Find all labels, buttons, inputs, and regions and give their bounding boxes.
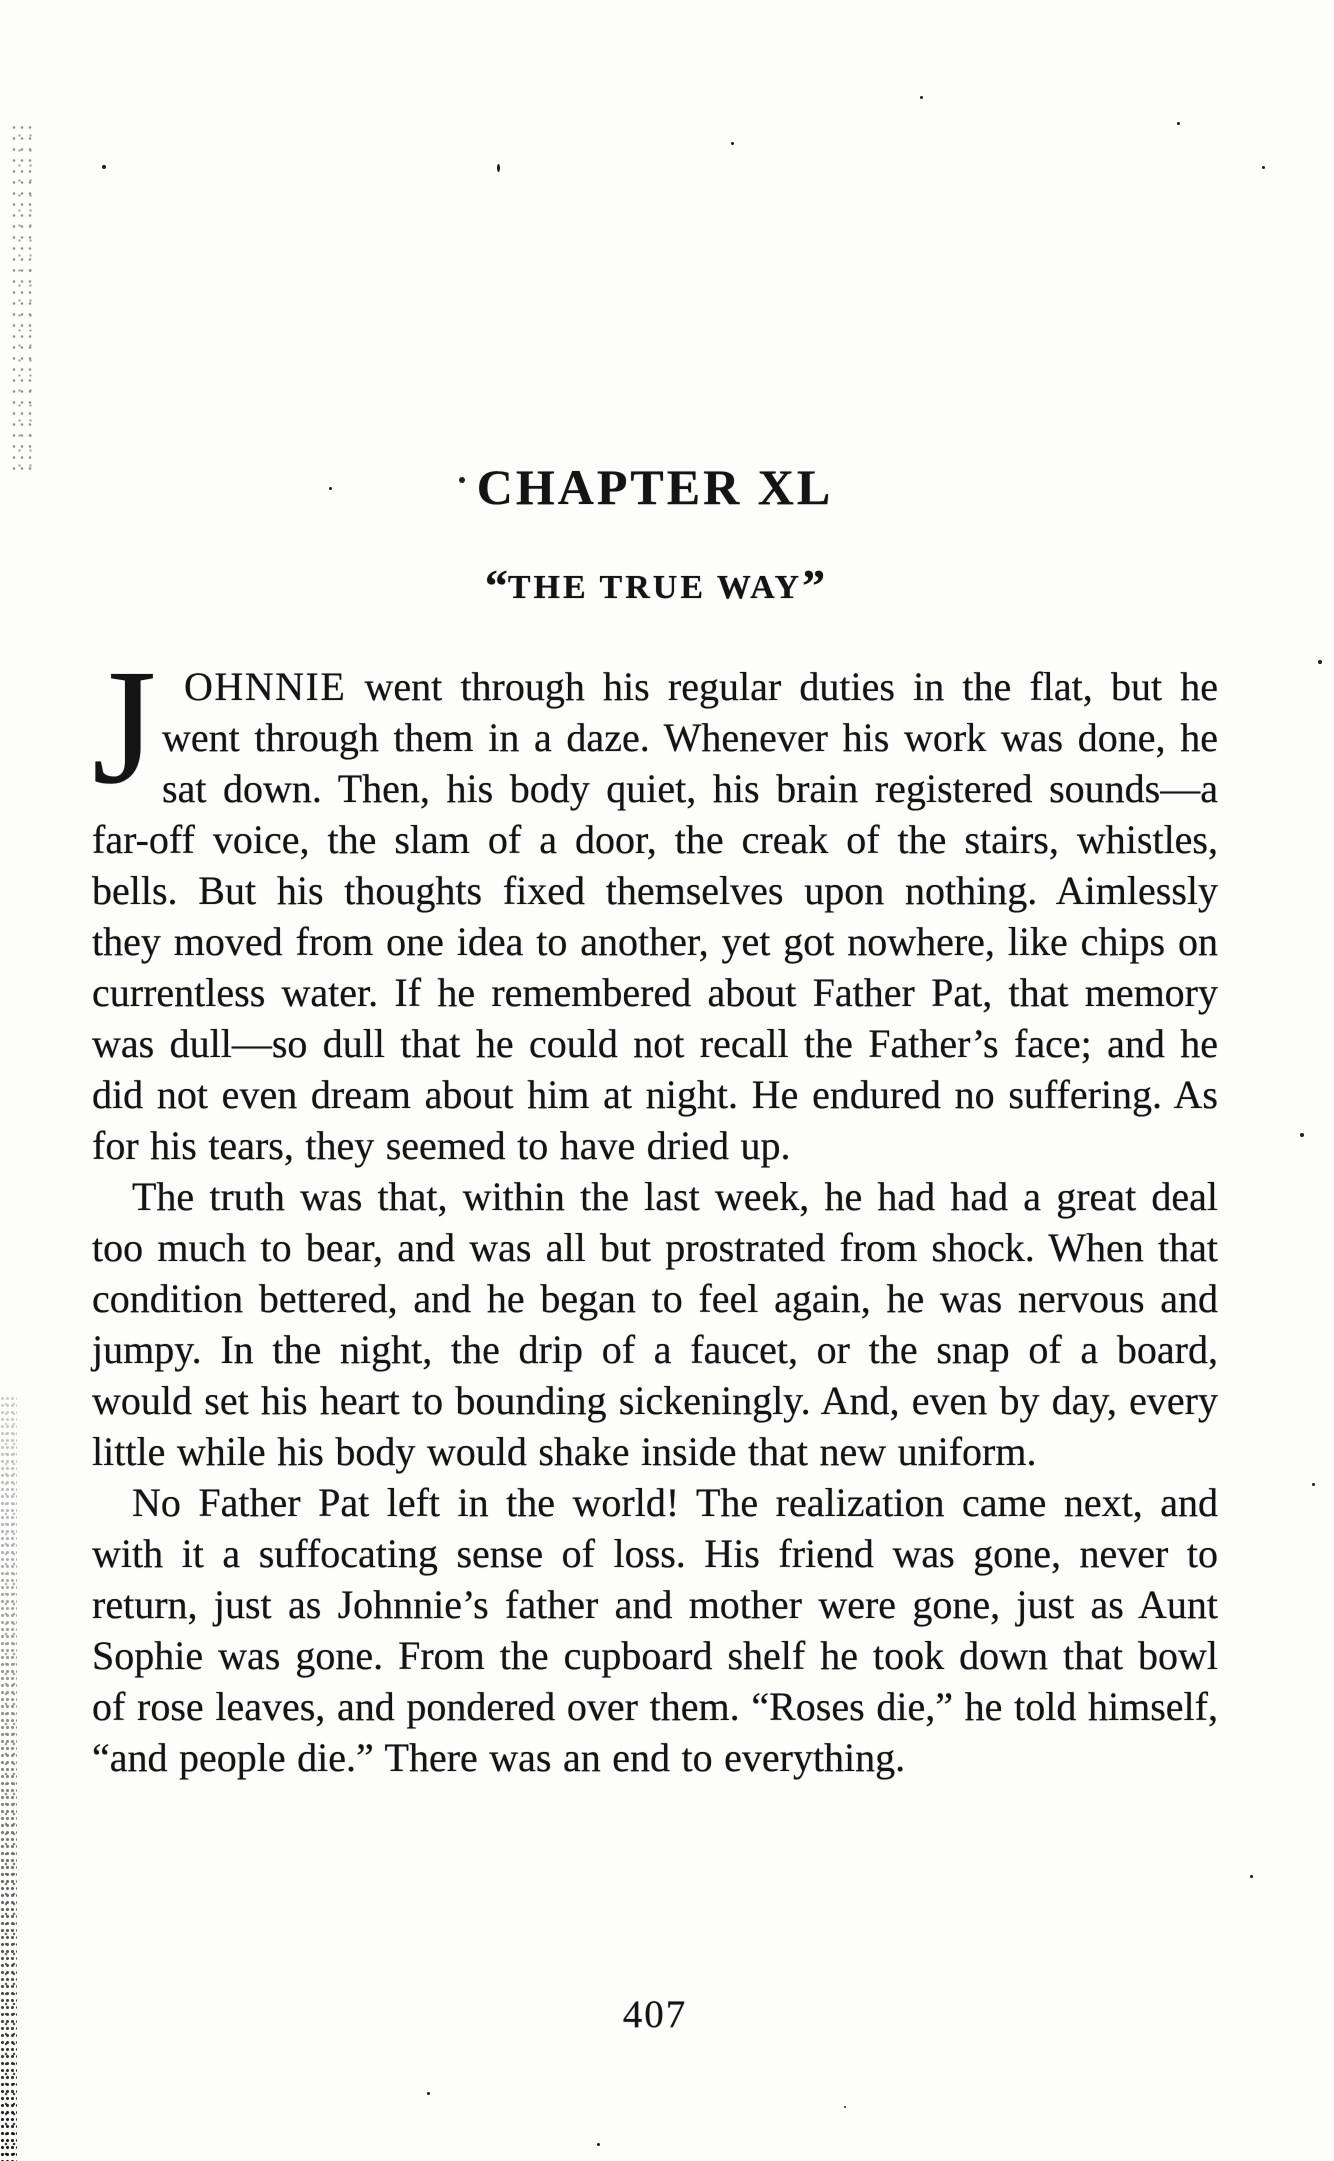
close-quote: ”	[802, 560, 826, 611]
scan-speck	[920, 96, 923, 99]
open-quote: “	[484, 560, 508, 611]
chapter-subtitle-text: THE TRUE WAY	[507, 569, 803, 606]
paragraph-3: No Father Pat left in the world! The realization came next, and with it a suffocating sense of loss. His friend was gone, never to return, just as Johnnie’s father and mother were gone, just as Aunt Sophie was gone. From the cupboard shelf he took down that bowl of rose leaves, and pondered over them. “Roses die,” he told himself, “and people die.” There was an end to everything.	[92, 1480, 1218, 1780]
scan-speck	[1300, 1133, 1304, 1137]
scan-speck	[1250, 1875, 1253, 1878]
scan-noise-band	[0, 1395, 17, 2161]
scan-speck	[844, 2106, 846, 2108]
paragraph-2: The truth was that, within the last week, he had had a great deal too much to bear, and was all but prostrated from shock. When that condition bettered, and he began to feel again, he was nervous and jumpy. In the night, the drip of a faucet, or the snap of a board, would set his heart to bounding sickeningly. And, even by day, every little while his body would shake inside that new uniform.	[92, 1174, 1218, 1474]
chapter-heading: CHAPTER XL	[476, 459, 834, 515]
lead-word: OHNNIE	[184, 664, 347, 709]
scan-speck	[731, 142, 734, 145]
page-number: 407	[622, 1993, 688, 2036]
scan-speck	[427, 2092, 430, 2095]
scan-speck	[1177, 122, 1180, 125]
scan-speck	[1312, 1483, 1315, 1486]
scan-noise-band	[10, 122, 36, 472]
scan-speck	[102, 165, 106, 169]
scan-speck	[1262, 166, 1265, 169]
scan-speck	[1318, 660, 1322, 664]
paragraph-1	[92, 635, 1218, 1171]
scan-speck	[497, 164, 500, 172]
scan-speck	[597, 2143, 600, 2146]
drop-cap: J	[92, 635, 157, 818]
paragraph-1-text: went through his regular duties in the flat, but he went through them in a daze. Whenever his work was done, he sat down. Then, his body quiet, his brain registered sounds—a far-off voice, the slam of a door, the creak of the stairs, whistles, bells. But his thoughts fixed themselves upon nothing. Aimlessly they moved from one idea to another, yet got nowhere, like chips on currentless water. If he remembered about Father Pat, that memory was dull—so dull that he could not recall the Father’s face; and he did not even dream about him at night. He endured no suffering. As for his tears, they seemed to have dried up.	[92, 664, 1218, 1168]
chapter-subtitle	[92, 560, 1218, 611]
body-text	[92, 635, 1218, 1783]
